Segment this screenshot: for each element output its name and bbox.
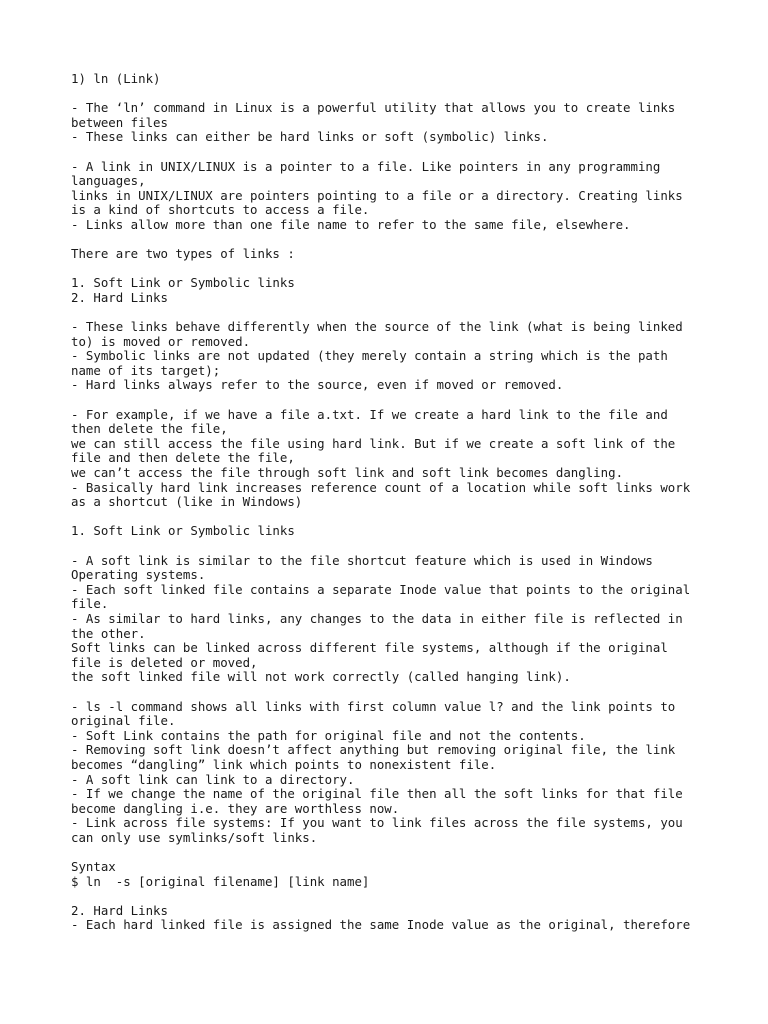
text-line: then delete the file, bbox=[71, 421, 228, 437]
text-line: Soft links can be linked across different file systems, although if the original bbox=[71, 640, 668, 656]
text-line: file and then delete the file, bbox=[71, 450, 295, 466]
text-line: - The ‘ln’ command in Linux is a powerful utility that allows you to create links bbox=[71, 100, 676, 116]
blank-line bbox=[71, 539, 731, 554]
text-line: we can’t access the file through soft link and soft link becomes dangling. bbox=[71, 465, 624, 481]
text-line: - Symbolic links are not updated (they merely contain a string which is the path bbox=[71, 348, 668, 364]
text-line: between files bbox=[71, 114, 168, 130]
blank-line bbox=[71, 262, 731, 277]
text-line: original file. bbox=[71, 713, 176, 729]
text-line: languages, bbox=[71, 173, 146, 189]
text-line: links in UNIX/LINUX are pointers pointing to a file or a directory. Creating links bbox=[71, 187, 683, 203]
text-line: - A soft link can link to a directory. bbox=[71, 771, 355, 787]
blank-line bbox=[71, 685, 731, 700]
text-line: file. bbox=[71, 596, 109, 612]
text-line: become dangling i.e. they are worthless now. bbox=[71, 800, 400, 816]
text-line: can only use symlinks/soft links. bbox=[71, 829, 318, 845]
text-line: - Links allow more than one file name to refer to the same file, elsewhere. bbox=[71, 216, 631, 232]
text-line: becomes “dangling” link which points to nonexistent file. bbox=[71, 756, 497, 772]
text-line: is a kind of shortcuts to access a file. bbox=[71, 202, 370, 218]
text-line: the soft linked file will not work correctly (called hanging link). bbox=[71, 669, 571, 685]
text-line: - Soft Link contains the path for original file and not the contents. bbox=[71, 727, 586, 743]
text-line: - A link in UNIX/LINUX is a pointer to a file. Like pointers in any programming bbox=[71, 158, 661, 174]
text-line: - As similar to hard links, any changes to the data in either file is reflected in bbox=[71, 610, 683, 626]
blank-line bbox=[71, 393, 731, 408]
text-line: $ ln -s [original filename] [link name] bbox=[71, 873, 370, 889]
text-line: - Removing soft link doesn’t affect anything but removing original file, the link bbox=[71, 742, 676, 758]
document-page bbox=[71, 72, 731, 933]
text-line: file is deleted or moved, bbox=[71, 654, 258, 670]
text-line: - Each soft linked file contains a separate Inode value that points to the original bbox=[71, 581, 691, 597]
text-line: Operating systems. bbox=[71, 567, 206, 583]
text-line: Syntax bbox=[71, 859, 116, 875]
blank-line bbox=[71, 87, 731, 102]
text-line: 2. Hard Links bbox=[71, 289, 168, 305]
text-line: - If we change the name of the original file then all the soft links for that file bbox=[71, 786, 683, 802]
text-line: - These links can either be hard links or soft (symbolic) links. bbox=[71, 129, 549, 145]
blank-line bbox=[71, 306, 731, 321]
text-line: - Link across file systems: If you want to link files across the file systems, you bbox=[71, 815, 683, 831]
blank-line bbox=[71, 233, 731, 248]
blank-line bbox=[71, 510, 731, 525]
blank-line bbox=[71, 145, 731, 160]
text-line: - These links behave differently when the source of the link (what is being linked bbox=[71, 319, 683, 335]
text-line: 1. Soft Link or Symbolic links bbox=[71, 523, 295, 539]
text-line: - Hard links always refer to the source, even if moved or removed. bbox=[71, 377, 564, 393]
text-line: - Basically hard link increases reference count of a location while soft links work bbox=[71, 479, 691, 495]
text-line: - ls -l command shows all links with first column value l? and the link points to bbox=[71, 698, 676, 714]
text-line: 1. Soft Link or Symbolic links bbox=[71, 275, 295, 291]
text-line: the other. bbox=[71, 625, 146, 641]
blank-line bbox=[71, 889, 731, 904]
text-line: - A soft link is similar to the file shortcut feature which is used in Windows bbox=[71, 552, 653, 568]
text-line: as a shortcut (like in Windows) bbox=[71, 494, 303, 510]
text-line: to) is moved or removed. bbox=[71, 333, 251, 349]
blank-line bbox=[71, 845, 731, 860]
text-line: There are two types of links : bbox=[71, 246, 295, 262]
text-line: 2. Hard Links bbox=[71, 902, 168, 918]
text-line: we can still access the file using hard link. But if we create a soft link of the bbox=[71, 435, 676, 451]
text-line: 1) ln (Link) bbox=[71, 71, 161, 86]
text-line: - For example, if we have a file a.txt. If we create a hard link to the file and bbox=[71, 406, 668, 422]
text-line: - Each hard linked file is assigned the same Inode value as the original, therefore bbox=[71, 917, 691, 933]
text-line: name of its target); bbox=[71, 362, 221, 378]
